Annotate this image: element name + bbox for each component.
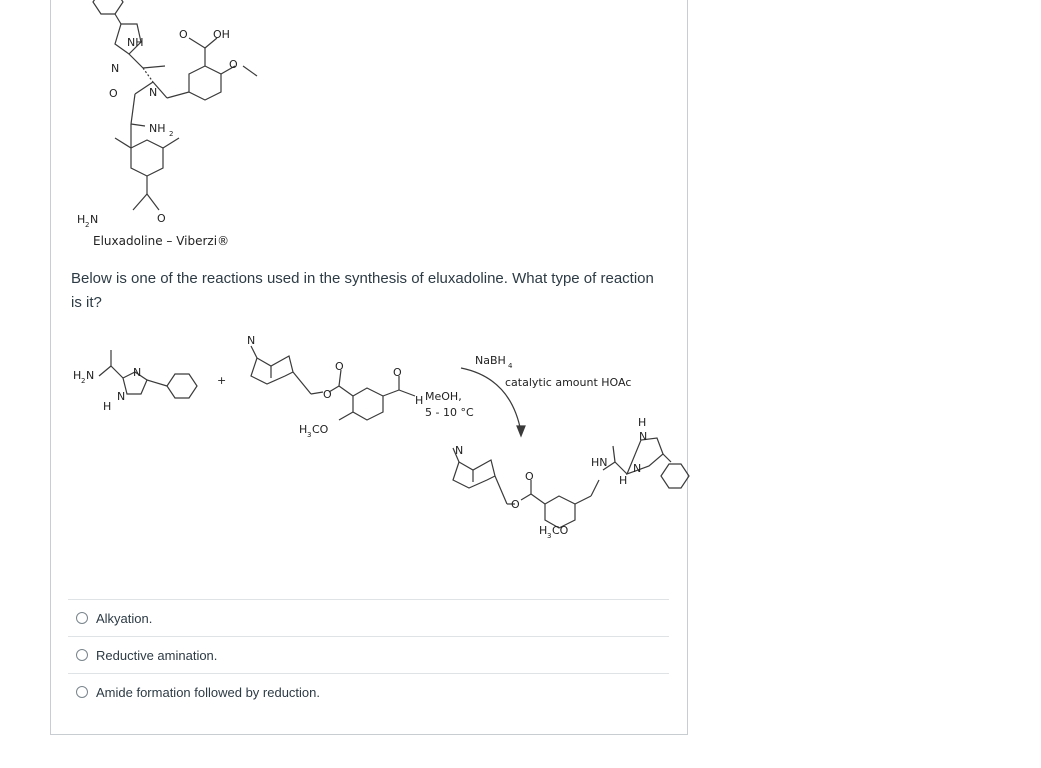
- solvent-label: MeOH,: [425, 390, 462, 403]
- sm2-o-carbonyl-label: O: [335, 360, 344, 373]
- acid-oh-label: OH: [213, 28, 230, 41]
- svg-text:4: 4: [508, 362, 513, 370]
- product-ring-h-label: H: [638, 416, 647, 429]
- catalyst-label: catalytic amount HOAc: [505, 376, 632, 389]
- product-o-carbonyl-label: O: [525, 470, 534, 483]
- answer-list: [68, 599, 669, 710]
- carbonyl-o-label: O: [109, 87, 118, 100]
- product-h3co-label: H: [539, 524, 548, 537]
- product-ring-n2-label: N: [633, 462, 642, 475]
- plus-sign: +: [217, 374, 227, 387]
- question-card: [50, 0, 688, 735]
- temperature-label: 5 - 10 °C: [425, 406, 474, 419]
- acid-o-label: O: [179, 28, 188, 41]
- radio-button[interactable]: [76, 686, 88, 698]
- answer-label: Amide formation followed by reduction.: [96, 684, 321, 700]
- h2n-label: H: [77, 213, 86, 226]
- reaction-scheme: [71, 328, 671, 548]
- answer-label: Reductive amination.: [96, 647, 218, 663]
- imidazole-n-label: N: [111, 62, 120, 75]
- reagent-nabh4: NaBH: [475, 354, 506, 367]
- svg-text:N: N: [86, 369, 95, 382]
- svg-text:2: 2: [169, 130, 174, 138]
- sm2-h3co-label: H: [299, 423, 308, 436]
- sm2-h-label: H: [415, 394, 424, 407]
- product-hn-label: HN: [591, 456, 608, 469]
- sm1-h2n-label: H: [73, 369, 82, 382]
- methoxy-o-label: O: [229, 58, 238, 71]
- amide-n-label: N: [149, 86, 158, 99]
- svg-text:CO: CO: [552, 524, 569, 537]
- product-ring-n1-label: N: [639, 430, 648, 443]
- sm2-o-aldehyde-label: O: [393, 366, 402, 379]
- svg-text:3: 3: [307, 431, 312, 439]
- nh2-label: NH: [149, 122, 166, 135]
- svg-text:N: N: [90, 213, 99, 226]
- radio-button[interactable]: [76, 612, 88, 624]
- sm1-n1-label: N: [133, 366, 142, 379]
- svg-text:2: 2: [81, 377, 86, 385]
- answer-option-alkylation[interactable]: [68, 599, 669, 636]
- svg-text:3: 3: [547, 532, 552, 540]
- svg-text:2: 2: [85, 221, 90, 229]
- eluxadoline-structure: [71, 0, 271, 233]
- answer-label: Alkyation.: [96, 610, 153, 626]
- answer-option-amide-formation[interactable]: [68, 673, 669, 710]
- radio-button[interactable]: [76, 649, 88, 661]
- sm1-h-label: H: [103, 400, 112, 413]
- svg-text:CO: CO: [312, 423, 329, 436]
- amide-o-label: O: [157, 212, 166, 225]
- product-o-ester-label: O: [511, 498, 520, 511]
- sm1-n2-label: N: [117, 390, 126, 403]
- sm2-n-label: N: [247, 334, 256, 347]
- question-text: Below is one of the reactions used in the synthesis of eluxadoline. What type of reaction is it?: [71, 270, 654, 311]
- drug-caption: Eluxadoline – Viberzi®: [93, 234, 230, 248]
- sm2-o-ester-label: O: [323, 388, 332, 401]
- answer-option-reductive-amination[interactable]: [68, 636, 669, 673]
- product-n-label: N: [455, 444, 464, 457]
- imidazole-nh-label: NH: [127, 36, 144, 49]
- product-h-label: H: [619, 474, 628, 487]
